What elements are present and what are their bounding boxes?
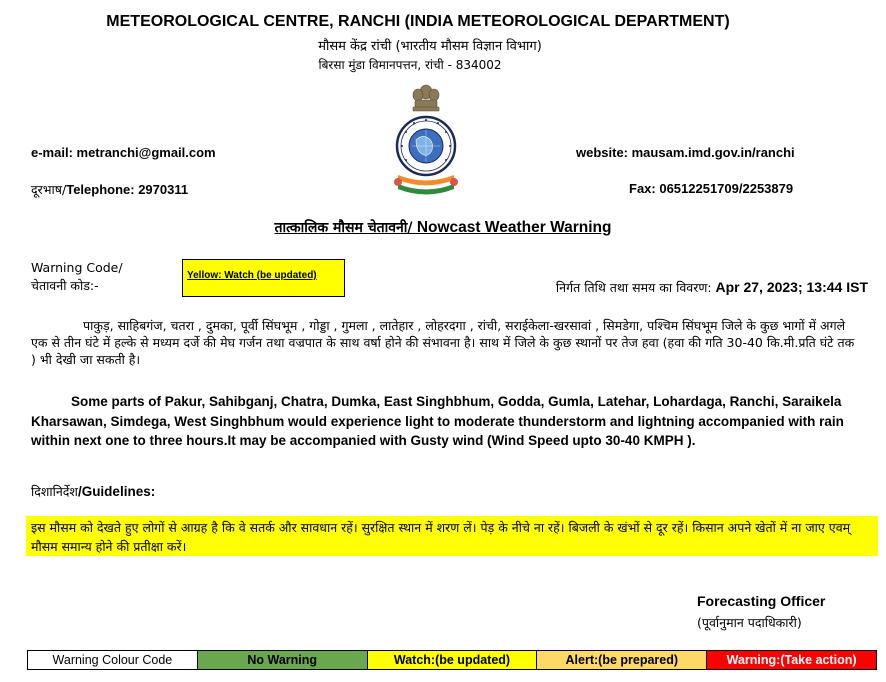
legend-cell-no-warning: No Warning [198,651,368,669]
phone-number: Telephone: 2970311 [66,182,189,197]
warning-code-badge: Yellow: Watch (be updated) [182,259,345,297]
warning-heading-english: Nowcast Weather Warning [412,219,612,236]
warning-heading [0,218,886,237]
guidelines-title-hindi: दिशानिर्देश [31,484,78,499]
legend-cell-title: Warning Colour Code [28,651,198,669]
warning-heading-hindi: तात्कालिक मौसम चेतावनी/ [274,220,413,236]
warning-code-label-en: Warning Code/ [31,260,123,275]
colour-code-legend [27,650,877,670]
guidelines-text: इस मौसम को देखते हुए लोगों से आग्रह है कि वे सतर्क और सावधान रहें। सुरक्षित स्थान में शरण लें। पेड़ के नीचे ना रहें। बिजली के खंभों से दूर रहें। किसान अपने खेतों में ना जाए एवम् मौसम समान्य होने की प्रतीक्षा करें। [26,516,878,556]
forecasting-officer: Forecasting Officer [697,593,826,609]
warning-text-hindi: पाकुड़, साहिबगंज, चतरा , दुमका, पूर्वी सिंघभूम , गोड्डा , गुमला , लातेहार , लोहरदगा , रांची, सराईकेला-खरसावां , सिमडेगा, पश्चिम सिंघभूम जिले के कुछ भागों में अगले एक से तीन घंटे में हल्के से मध्यम दर्जे की मेघ गर्जन तथा वज्रपात के साथ वर्षा होने की संभावना है। साथ में जिले के कुछ स्थानों पर तेज हवा (हवा की गति 30-40 कि.मी.प्रति घंटे तक ) भी देखी जा सकती है। [31,318,855,367]
phone-text [31,181,188,198]
warning-code-label-hi: चेतावनी कोड:- [31,278,99,293]
legend-cell-warning: Warning:(Take action) [707,651,876,669]
guidelines-title-english: /Guidelines: [77,484,156,499]
legend-cell-watch: Watch:(be updated) [368,651,538,669]
forecasting-officer-hindi: (पूर्वानुमान पदाधिकारी) [697,615,802,630]
imd-emblem-icon [388,80,464,198]
warning-code-label [31,259,123,295]
website-text: website: mausam.imd.gov.in/ranchi [576,145,795,160]
issue-datetime [556,279,868,296]
org-title-hindi: मौसम केंद्र रांची (भारतीय मौसम विज्ञान विभाग) [318,39,542,54]
guidelines-title [31,483,155,500]
org-address: बिरसा मुंडा विमानपत्तन, रांची - 834002 [318,58,502,72]
warning-text-english: Some parts of Pakur, Sahibganj, Chatra, Dumka, East Singhbhum, Godda, Gumla, Latehar, Lohardaga, Ranchi, Saraikela Kharsawan, Simdega, West Singhbhum would experience light to moderate thunderstorm and lightning accompanied with rain within next one to three hours.It may be accompanied with Gusty wind (Wind Speed upto 30-40 KMPH ). [31,394,844,448]
issue-datetime-value: Apr 27, 2023; 13:44 IST [711,279,868,295]
issue-datetime-label: निर्गत तिथि तथा समय का विवरण: [555,280,712,295]
phone-label-hindi: दूरभाष/ [31,182,67,197]
email-text: e-mail: metranchi@gmail.com [31,145,216,160]
org-title: METEOROLOGICAL CENTRE, RANCHI (INDIA METEOROLOGICAL DEPARTMENT) [106,13,730,30]
legend-cell-alert: Alert:(be prepared) [537,651,707,669]
fax-text: Fax: 06512251709/2253879 [629,181,794,196]
